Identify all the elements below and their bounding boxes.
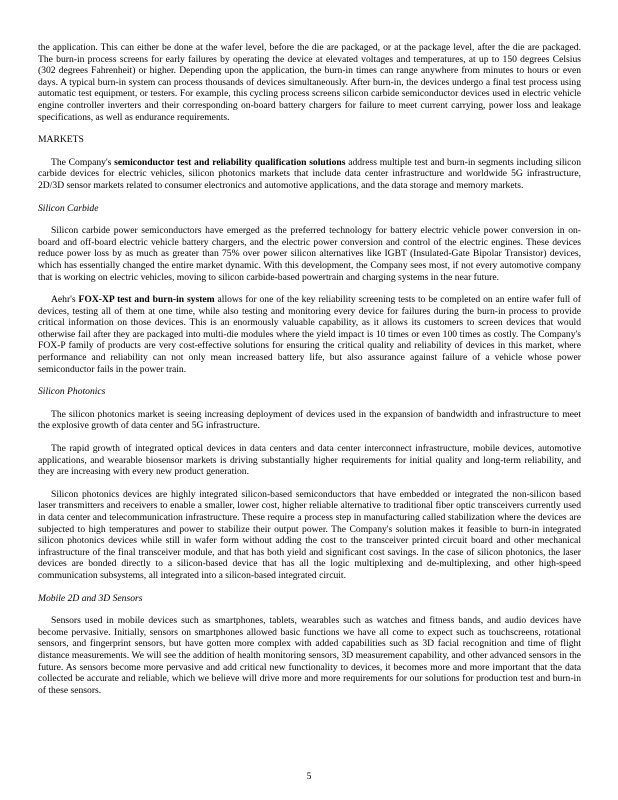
subsection-heading-mobile-sensors: Mobile 2D and 3D Sensors [38,592,143,604]
subsection-heading-silicon-carbide: Silicon Carbide [38,202,99,214]
subsection-heading-silicon-photonics: Silicon Photonics [38,386,106,398]
text-run-bold: semiconductor test and reliability qualification solutions [114,156,346,168]
paragraph-optical-devices-growth: The rapid growth of integrated optical devices in data centers and data center interconnect infrastructure, mobile devices, automotive applications, and wearable biosensor markets is driving substantially higher requirements for initial quality and long-term reliability, and they are increasing with every new product generation. [38,443,581,478]
text-run: address multiple test and burn-in segments including silicon carbide devices for electric vehicles, silicon photonics markets that include data center infrastructure and worldwide 5G infrastructure, 2D/3D sensor markets related to consumer electronics and automotive applications, and the data storage and memory markets. [38,156,581,191]
paragraph-burn-in-process: the application. This can either be done at the wafer level, before the die are packaged, or at the package level, after the die are packaged. The burn-in process screens for early failures by operating the device at elevated voltages and temperatures, at up to 150 degrees Celsius (302 degrees Fahrenheit) or higher. Depending upon the application, the burn-in times can range anywhere from minutes to hours or even days. A typical burn-in system can process thousands of devices simultaneously. After burn-in, the devices undergo a final test process using automatic test equipment, or testers. For example, this cycling process screens silicon carbide semiconductor devices used in electric vehicle engine controller inverters and their corresponding on-board battery chargers for failure to meet current carrying, power loss and leakage specifications, as well as endurance requirements. [38,42,581,123]
paragraph-photonics-devices-detail: Silicon photonics devices are highly integrated silicon-based semiconductors that have embedded or integrated the non-silicon based laser transmitters and receivers to enable a smaller, lower cost, higher reliable alternative to traditional fiber optic transceivers currently used in data center and telecommunication infrastructure. These require a process step in manufacturing called stabilization where the devices are subjected to high temperatures and power to stabilize their output power. The Company's solution makes it feasible to burn-in integrated silicon photonics devices while still in wafer form without adding the cost to the transceiver printed circuit board and other mechanical infrastructure of the final transceiver module, and that has both yield and significant cost savings. In the case of silicon photonics, the laser devices are bonded directly to a silicon-based device that has all the logic multiplexing and de-multiplexing, and other high-speed communication subsystems, all integrated into a silicon-based integrated circuit. [38,488,581,581]
text-run: allows for one of the key reliability screening tests to be completed on an entire wafer full of devices, testing all of them at one time, while also testing and monitoring every device for failures during the burn-in process to provide critical information on those devices. This is an enormously valuable capability, as it allows its customers to screen devices that would otherwise fail after they are packaged into multi-die modules where the yield impact is 10 times or even 100 times as costly. The Company's FOX-P family of products are very cost-effective solutions for ensuring the critical quality and reliability of devices in this market, where performance and reliability can not only mean increased battery life, but also assurance against failure of a vehicle whose power semiconductor fails in the power train. [38,294,581,375]
section-heading-markets: MARKETS [38,134,84,146]
paragraph-company-solutions [38,157,581,192]
text-run: Aehr's [51,294,79,306]
text-run: The Company's [51,156,115,168]
page-number: 5 [306,771,312,783]
paragraph-fox-xp-system [38,294,581,375]
paragraph-silicon-carbide-market: Silicon carbide power semiconductors have emerged as the preferred technology for battery electric vehicle power conversion in on-board and off-board electric vehicle battery chargers, and the electric power conversion and control of the electric engines. These devices reduce power loss by as much as greater than 75% over power silicon alternatives like IGBT (Insulated-Gate Bipolar Transistor) devices, which has essentially changed the entire market dynamic. With this development, the Company sees most, if not every automotive company that is working on electric vehicles, moving to silicon carbide-based powertrain and charging systems in the near future. [38,225,581,283]
paragraph-mobile-sensors-detail: Sensors used in mobile devices such as smartphones, tablets, wearables such as watches and fitness bands, and audio devices have become pervasive. Initially, sensors on smartphones allowed basic functions we have all come to expect such as touchscreens, rotational sensors, and fingerprint sensors, but have gotten more complex with added capabilities such as 3D facial recognition and time of flight distance measurements. We will see the addition of health monitoring sensors, 3D measurement capability, and other advanced sensors in the future. As sensors become more pervasive and add critical new functionality to devices, it becomes more and more important that the data collected be accurate and reliable, which we believe will drive more and more requirements for our solutions for production test and burn-in of these sensors. [38,615,581,696]
text-run-bold: FOX-XP test and burn-in system [78,294,215,306]
paragraph-photonics-market: The silicon photonics market is seeing increasing deployment of devices used in the expansion of bandwidth and infrastructure to meet the explosive growth of data center and 5G infrastructure. [38,408,581,432]
